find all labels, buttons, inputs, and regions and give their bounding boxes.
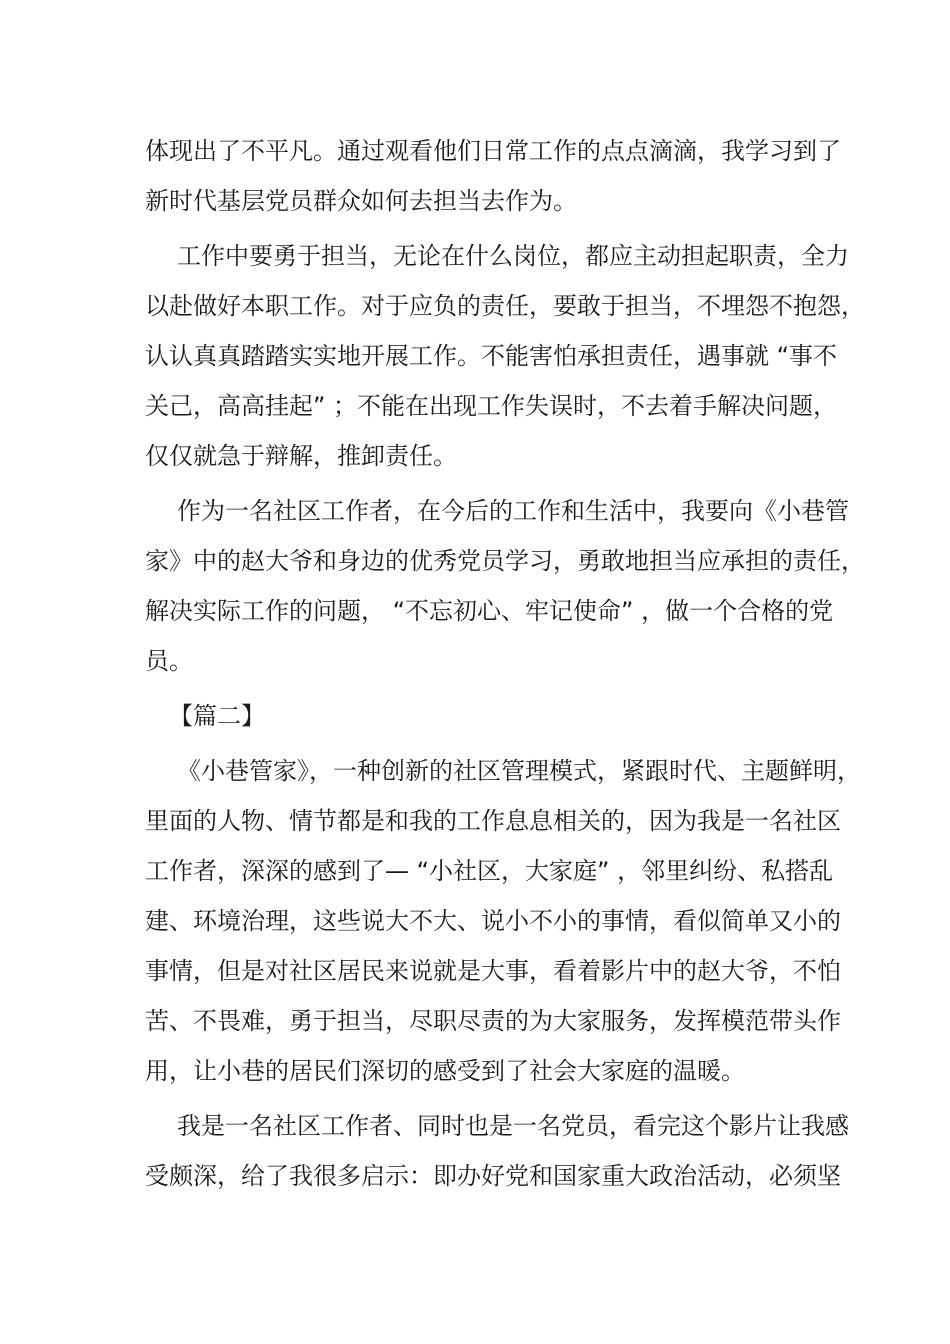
body-text-line: 事情，但是对社区居民来说就是大事，看着影片中的赵大爷，不怕 [145,957,841,985]
paragraph-first-line: 作为一名社区工作者，在今后的工作和生活中，我要向《小巷管 [177,497,849,525]
paragraph-first-line: 《小巷管家》，一种创新的社区管理模式，紧跟时代、主题鲜明， [177,757,861,785]
body-text-line: 用，让小巷的居民们深切的感受到了社会大家庭的温暖。 [145,1057,745,1085]
section-heading: 【篇二】 [169,702,265,730]
body-text-line: 工作者，深深的感到了— “小社区，大家庭” ，邻里纠纷、私搭乱 [145,857,834,885]
body-text-line: 关己，高高挂起” ；不能在出现工作失误时，不去着手解决问题， [145,392,838,420]
body-text-line: 员。 [145,647,193,675]
paragraph-first-line: 我是一名社区工作者、同时也是一名党员，看完这个影片让我感 [177,1112,849,1140]
paragraph-first-line: 工作中要勇于担当，无论在什么岗位，都应主动担起职责，全力 [177,242,849,270]
body-text-line: 认认真真踏踏实实地开展工作。不能害怕承担责任，遇事就 “事不 [145,342,838,370]
body-text-line: 家》中的赵大爷和身边的优秀党员学习，勇敢地担当应承担的责任， [145,547,865,575]
body-text-line: 体现出了不平凡。通过观看他们日常工作的点点滴滴，我学习到了 [145,137,841,165]
body-text-line: 苦、不畏难，勇于担当，尽职尽责的为大家服务，发挥模范带头作 [145,1007,841,1035]
body-text-line: 里面的人物、情节都是和我的工作息息相关的，因为我是一名社区 [145,807,841,835]
body-text-line: 新时代基层党员群众如何去担当去作为。 [145,187,577,215]
body-text-line: 以赴做好本职工作。对于应负的责任，要敢于担当，不埋怨不抱怨， [145,292,865,320]
body-text-line: 解决实际工作的问题， “不忘初心、牢记使命” ，做一个合格的党 [145,597,834,625]
body-text-line: 受颇深，给了我很多启示：即办好党和国家重大政治活动，必须坚 [145,1162,841,1190]
body-text-line: 建、环境治理，这些说大不大、说小不小的事情，看似简单又小的 [145,907,841,935]
body-text-line: 仅仅就急于辩解，推卸责任。 [145,442,457,470]
